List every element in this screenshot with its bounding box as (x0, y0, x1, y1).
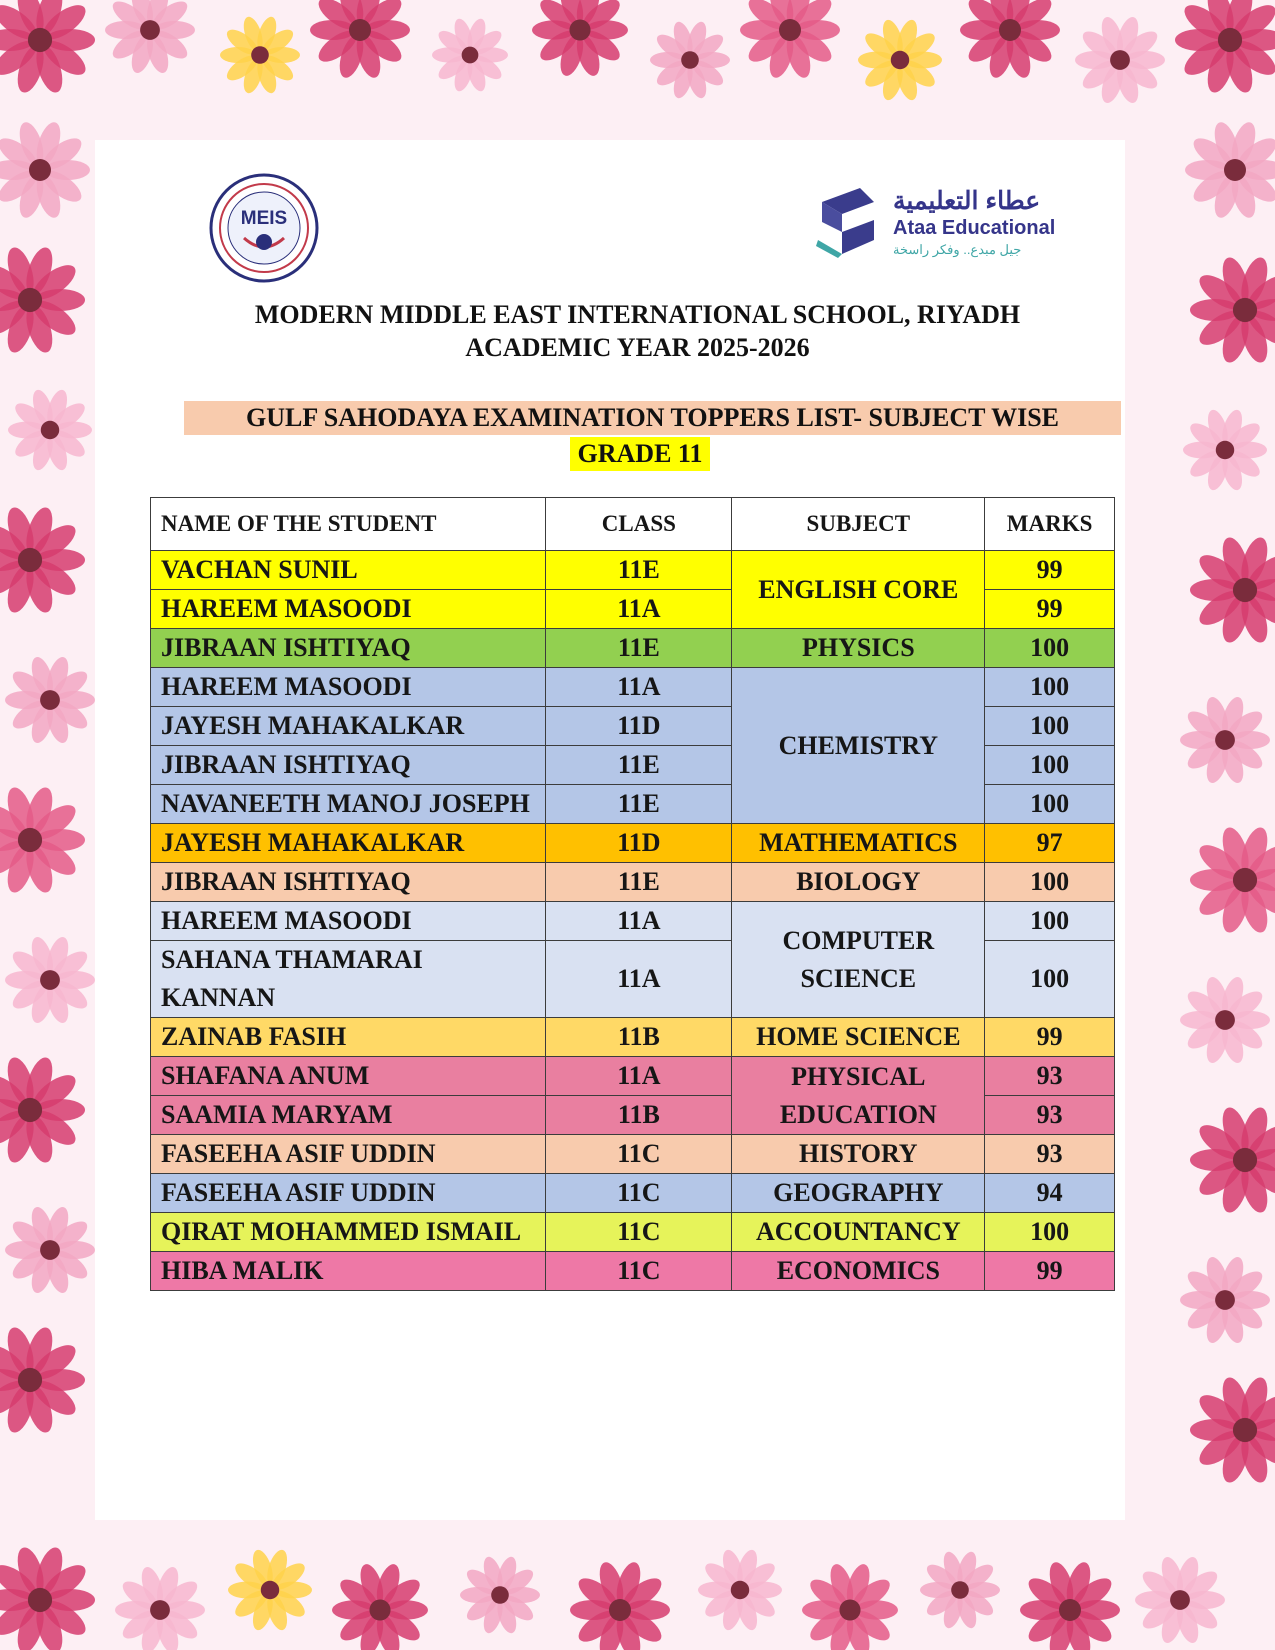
flower-decoration (650, 19, 730, 100)
column-header-marks: MARKS (985, 498, 1115, 551)
flower-decoration (1075, 14, 1165, 105)
student-name-cell: SAHANA THAMARAI KANNAN (151, 941, 546, 1018)
class-cell: 11B (546, 1018, 732, 1057)
ataa-english-name: Ataa Educational (893, 217, 1056, 239)
marks-cell: 93 (985, 1096, 1115, 1135)
flower-decoration (1020, 1559, 1120, 1650)
flower-decoration (0, 784, 85, 895)
table-row (151, 1174, 1115, 1213)
flower-decoration (105, 0, 195, 76)
class-cell: 11E (546, 863, 732, 902)
class-cell: 11D (546, 707, 732, 746)
flower-decoration (570, 1559, 670, 1650)
subject-cell: PHYSICS (732, 629, 985, 668)
academic-year: ACADEMIC YEAR 2025-2026 (465, 333, 810, 362)
flower-decoration (1190, 534, 1275, 645)
grade-label: GRADE 11 (570, 437, 710, 471)
column-header-name: NAME OF THE STUDENT (151, 498, 546, 551)
student-name-cell: JIBRAAN ISHTIYAQ (151, 629, 546, 668)
class-cell: 11C (546, 1174, 732, 1213)
table-header-row (151, 498, 1115, 551)
meis-logo-text: MEIS (240, 208, 288, 229)
student-name-cell: JAYESH MAHAKALKAR (151, 824, 546, 863)
student-name-cell: ZAINAB FASIH (151, 1018, 546, 1057)
marks-cell: 100 (985, 629, 1115, 668)
flower-decoration (0, 1054, 85, 1165)
flower-decoration (858, 17, 942, 102)
table-row (151, 902, 1115, 941)
ataa-logo-icon (808, 182, 888, 262)
school-name: MODERN MIDDLE EAST INTERNATIONAL SCHOOL, RIYADH (254, 300, 1021, 329)
marks-cell: 100 (985, 668, 1115, 707)
student-name-cell: JAYESH MAHAKALKAR (151, 707, 546, 746)
class-cell: 11E (546, 746, 732, 785)
student-name-cell: SHAFANA ANUM (151, 1057, 546, 1096)
flower-decoration (5, 654, 95, 745)
subject-cell: HISTORY (732, 1135, 985, 1174)
flower-decoration (1190, 824, 1275, 935)
student-name-cell: JIBRAAN ISHTIYAQ (151, 863, 546, 902)
column-header-subject: SUBJECT (732, 498, 985, 551)
class-cell: 11E (546, 629, 732, 668)
class-cell: 11D (546, 824, 732, 863)
subject-cell: MATHEMATICS (732, 824, 985, 863)
table-row (151, 629, 1115, 668)
flower-decoration (310, 0, 410, 81)
marks-cell: 100 (985, 902, 1115, 941)
student-name-cell: VACHAN SUNIL (151, 551, 546, 590)
student-name-cell: HIBA MALIK (151, 1252, 546, 1291)
marks-cell: 100 (985, 785, 1115, 824)
marks-cell: 99 (985, 1252, 1115, 1291)
subject-cell: BIOLOGY (732, 863, 985, 902)
student-name-cell: NAVANEETH MANOJ JOSEPH (151, 785, 546, 824)
class-cell: 11A (546, 668, 732, 707)
marks-cell: 93 (985, 1057, 1115, 1096)
flower-decoration (228, 1547, 312, 1632)
marks-cell: 100 (985, 863, 1115, 902)
subject-cell: PHYSICAL EDUCATION (732, 1057, 985, 1135)
toppers-list-title: GULF SAHODAYA EXAMINATION TOPPERS LIST- SUBJECT WISE (184, 401, 1121, 435)
subject-cell: CHEMISTRY (732, 668, 985, 824)
flower-decoration (960, 0, 1060, 81)
table-row (151, 863, 1115, 902)
flower-decoration (0, 1324, 85, 1435)
class-cell: 11E (546, 551, 732, 590)
ataa-arabic-name: عطاء التعليمية (893, 187, 1041, 215)
class-cell: 11A (546, 902, 732, 941)
student-name-cell: HAREEM MASOODI (151, 590, 546, 629)
flower-decoration (1180, 1254, 1270, 1345)
flower-decoration (5, 1204, 95, 1295)
subject-cell: ACCOUNTANCY (732, 1213, 985, 1252)
flower-decoration (1180, 974, 1270, 1065)
table-row (151, 1018, 1115, 1057)
flower-decoration (220, 14, 300, 95)
class-cell: 11C (546, 1213, 732, 1252)
flower-decoration (432, 17, 508, 94)
table-row (151, 1057, 1115, 1096)
class-cell: 11B (546, 1096, 732, 1135)
flower-decoration (460, 1554, 540, 1635)
flower-decoration (1180, 694, 1270, 785)
student-name-cell: SAAMIA MARYAM (151, 1096, 546, 1135)
flower-decoration (1190, 1374, 1275, 1485)
marks-cell: 93 (985, 1135, 1115, 1174)
flower-decoration (0, 1544, 95, 1650)
toppers-table-body (151, 551, 1115, 1291)
toppers-table (150, 497, 1115, 1291)
flower-decoration (5, 934, 95, 1025)
subject-cell: COMPUTER SCIENCE (732, 902, 985, 1018)
flower-decoration (1135, 1554, 1225, 1645)
subject-cell: GEOGRAPHY (732, 1174, 985, 1213)
marks-cell: 100 (985, 941, 1115, 1018)
table-row (151, 1213, 1115, 1252)
marks-cell: 100 (985, 707, 1115, 746)
marks-cell: 100 (985, 1213, 1115, 1252)
flower-decoration (0, 504, 85, 615)
table-row (151, 824, 1115, 863)
flower-decoration (1190, 1104, 1275, 1215)
subject-cell: ENGLISH CORE (732, 551, 985, 629)
column-header-class: CLASS (546, 498, 732, 551)
marks-cell: 94 (985, 1174, 1115, 1213)
student-name-cell: FASEEHA ASIF UDDIN (151, 1174, 546, 1213)
class-cell: 11E (546, 785, 732, 824)
flower-decoration (1183, 407, 1267, 492)
student-name-cell: FASEEHA ASIF UDDIN (151, 1135, 546, 1174)
class-cell: 11A (546, 590, 732, 629)
class-cell: 11C (546, 1135, 732, 1174)
marks-cell: 100 (985, 746, 1115, 785)
class-cell: 11A (546, 941, 732, 1018)
marks-cell: 99 (985, 551, 1115, 590)
subject-cell: HOME SCIENCE (732, 1018, 985, 1057)
marks-cell: 99 (985, 590, 1115, 629)
subject-cell: ECONOMICS (732, 1252, 985, 1291)
table-row (151, 1135, 1115, 1174)
student-name-cell: JIBRAAN ISHTIYAQ (151, 746, 546, 785)
flower-decoration (532, 0, 628, 79)
flower-decoration (802, 1561, 898, 1650)
meis-school-crest-logo (208, 172, 320, 284)
table-row (151, 551, 1115, 590)
marks-cell: 97 (985, 824, 1115, 863)
flower-decoration (0, 119, 90, 220)
table-row (151, 668, 1115, 707)
flower-decoration (115, 1564, 205, 1650)
class-cell: 11A (546, 1057, 732, 1096)
flower-decoration (1185, 119, 1275, 220)
student-name-cell: HAREEM MASOODI (151, 668, 546, 707)
flower-decoration (332, 1561, 428, 1650)
marks-cell: 99 (985, 1018, 1115, 1057)
flower-decoration (740, 0, 840, 81)
table-row (151, 1252, 1115, 1291)
flower-decoration (1175, 0, 1275, 96)
ataa-tagline: جيل مبدع.. وفكر راسخة (893, 242, 1022, 257)
flower-decoration (920, 1549, 1000, 1630)
student-name-cell: QIRAT MOHAMMED ISMAIL (151, 1213, 546, 1252)
flower-decoration (8, 387, 92, 472)
class-cell: 11C (546, 1252, 732, 1291)
student-name-cell: HAREEM MASOODI (151, 902, 546, 941)
flower-decoration (0, 0, 95, 96)
flower-decoration (698, 1547, 782, 1632)
